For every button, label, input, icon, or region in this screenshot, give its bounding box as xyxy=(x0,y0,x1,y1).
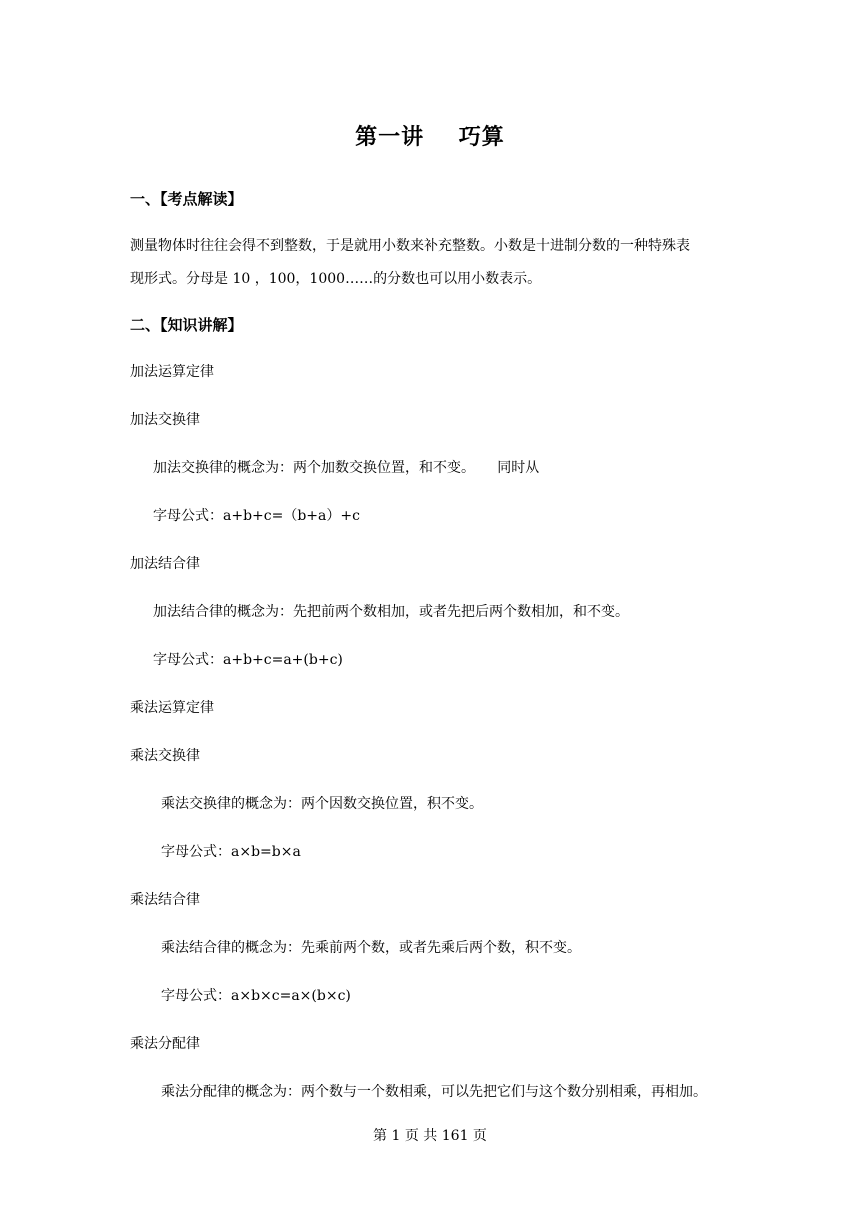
add-associative-formula: 字母公式：a+b+c=a+(b+c) xyxy=(153,652,343,668)
add-associative-concept: 加法结合律的概念为：先把前两个数相加，或者先把后两个数相加，和不变。 xyxy=(153,604,629,620)
section-heading-knowledge: 二、【知识讲解】 xyxy=(130,316,243,334)
mul-associative-formula: 字母公式：a×b×c=a×(b×c) xyxy=(161,988,351,1004)
exam-points-paragraph xyxy=(130,230,730,296)
subheading-mul-commutative: 乘法交换律 xyxy=(130,748,200,764)
page-footer: 第 1 页 共 161 页 xyxy=(373,1128,487,1144)
add-commutative-formula: 字母公式：a+b+c=（b+a）+c xyxy=(153,508,360,524)
mul-distributive-concept: 乘法分配律的概念为：两个数与一个数相乘，可以先把它们与这个数分别相乘，再相加。 xyxy=(161,1084,707,1100)
add-commutative-concept: 加法交换律的概念为：两个加数交换位置，和不变。 同时从 xyxy=(153,460,540,476)
paragraph-line: 测量物体时往往会得不到整数，于是就用小数来补充整数。小数是十进制分数的一种特殊表 xyxy=(130,238,690,254)
mul-commutative-formula: 字母公式：a×b=b×a xyxy=(161,844,301,860)
section-heading-exam-points: 一、【考点解读】 xyxy=(130,190,243,208)
paragraph-line: 现形式。分母是 10 ，100，1000……的分数也可以用小数表示。 xyxy=(130,271,542,287)
subheading-mul-laws: 乘法运算定律 xyxy=(130,700,214,716)
page-title: 第一讲 巧算 xyxy=(355,125,505,150)
mul-commutative-concept: 乘法交换律的概念为：两个因数交换位置，积不变。 xyxy=(161,796,483,812)
subheading-mul-associative: 乘法结合律 xyxy=(130,892,200,908)
mul-associative-concept: 乘法结合律的概念为：先乘前两个数，或者先乘后两个数，积不变。 xyxy=(161,940,581,956)
subheading-add-associative: 加法结合律 xyxy=(130,556,200,572)
subheading-add-commutative: 加法交换律 xyxy=(130,412,200,428)
subheading-add-laws: 加法运算定律 xyxy=(130,364,214,380)
subheading-mul-distributive: 乘法分配律 xyxy=(130,1036,200,1052)
